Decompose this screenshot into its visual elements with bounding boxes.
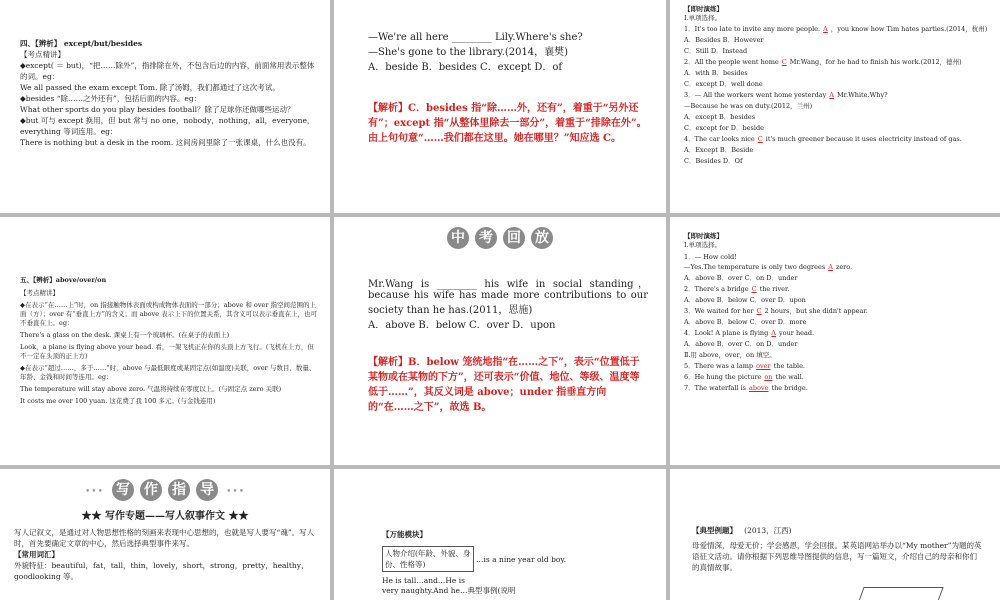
- item-text: C．except for D．beside: [684, 124, 764, 132]
- item-text: A．above B．over C．on D．under: [684, 340, 798, 348]
- practice-item: [684, 252, 990, 261]
- item-text-after: your head.: [779, 329, 815, 337]
- item-answer: C: [751, 285, 757, 293]
- question-text: Mr.Wang is ________ his wife in social standing，because his wife has made more contributions to our society than he has.(2011，恩施): [368, 279, 648, 316]
- item-text: 3．We waited for her: [684, 307, 754, 315]
- item-answer: A: [823, 25, 828, 33]
- practice-subtitle: Ⅰ.单项选择。: [684, 241, 722, 249]
- banner-char: 导: [196, 479, 218, 501]
- item-text: A．above B．below C．over D．upon: [684, 296, 806, 304]
- slide-exam-review-below[interactable]: [334, 217, 666, 465]
- item-text: 3．— All the workers went home yesterday: [684, 91, 827, 99]
- item-text-after: ，you know how Tim hates parties.(2014，杭州): [830, 25, 988, 33]
- item-text: A．Except B．Beside: [684, 146, 754, 154]
- item-text: 4．The car looks nice: [684, 135, 755, 143]
- exam-review-banner: [334, 227, 666, 249]
- item-text-after: the table.: [773, 362, 805, 370]
- section-label: 【考点精讲】: [20, 289, 59, 297]
- item-text: C．Besides D．Of: [684, 157, 743, 165]
- practice-item: [684, 35, 990, 44]
- s4-line-1: There's a glass on the desk. 课桌上有一个玻璃杯。(在桌子的表面上): [20, 331, 230, 339]
- item-text: A．Besides B．However: [684, 36, 764, 44]
- item-answer: A: [771, 329, 776, 337]
- slide-exam-review-besides[interactable]: [334, 0, 666, 213]
- practice-item: [684, 306, 990, 315]
- item-answer: C: [781, 58, 787, 66]
- slide-practice-except[interactable]: [670, 0, 1000, 213]
- practice-item: [684, 383, 990, 392]
- question-line-2: —She's gone to the library.(2014，襄樊): [368, 47, 569, 58]
- s4-line-5: It costs me over 100 yuan. 这花费了我 100 多元。(与金钱连用): [20, 397, 216, 405]
- item-text-after: the wall.: [775, 373, 804, 381]
- item-text-after: the bridge.: [771, 384, 808, 392]
- s1-line-5: There is nothing but a desk in the room. 这间房间里除了一张课桌，什么也没有。: [20, 138, 311, 147]
- banner-char: 考: [475, 227, 497, 249]
- practice-item: [684, 273, 990, 282]
- item-text-after: it's much greener because it uses electricity instead of gas.: [765, 135, 962, 143]
- item-text: 1．— How cold!: [684, 253, 737, 261]
- banner-char: 指: [168, 479, 190, 501]
- slide-typical-example[interactable]: [670, 469, 1000, 600]
- example-title: 【典型例题】: [692, 526, 737, 535]
- practice-title: 【即时演练】: [684, 5, 723, 13]
- practice-item: [684, 101, 990, 110]
- practice-item: [684, 339, 990, 348]
- practice-item: [684, 328, 990, 337]
- s4-line-3: ◆在表示“超过……，多于……”时，above 与最低限度或某固定点(如温度)关联，over 与数目、数量、年龄、金钱和时间等连用。eg：: [20, 364, 316, 381]
- practice-subtitle: Ⅰ.单项选择。: [684, 14, 722, 22]
- practice-item: [684, 295, 990, 304]
- item-text-after: Mr.White.Why?: [837, 91, 888, 99]
- item-text: A．except B．besides: [684, 113, 756, 121]
- practice-item: [684, 112, 990, 121]
- item-text: 5．There was a lamp: [684, 362, 754, 370]
- item-text: A．with B．besides: [684, 69, 748, 77]
- item-text: C．Still D．Instead: [684, 47, 748, 55]
- item-answer: A: [829, 91, 834, 99]
- slide-writing-guide[interactable]: [0, 469, 330, 600]
- s4-line-0: ◆在表示“在……上”时，on 指接触物体表面或构成物体表面的一部分；above 和 over 指空间范围的上面（方）；over 有“垂直上方”的含义；而 above 表示上下的位置关系，其含义可以表示垂直在上，也可不垂直在上。eg：: [20, 301, 318, 327]
- practice-item: [684, 79, 990, 88]
- item-text: A．above B．over C．on D．under: [684, 274, 798, 282]
- item-text: 1．It's too late to invite any more people.: [684, 25, 821, 33]
- writing-guide-banner: ••• 写 作 指 导 •••: [0, 479, 330, 501]
- example-year: (2013，江西): [744, 526, 792, 535]
- item-text: 2．There's a bridge: [684, 285, 749, 293]
- practice-item: [684, 24, 990, 33]
- practice-item: [684, 90, 990, 99]
- item-answer: on: [764, 373, 773, 381]
- practice-item: [684, 68, 990, 77]
- banner-char: 作: [140, 479, 162, 501]
- item-text-after: Mr.Wang，for he had to finish his work.(2012，德州): [789, 58, 962, 66]
- template-sentence: …is a nine year old boy.: [476, 554, 567, 564]
- practice-item: [684, 284, 990, 293]
- slide-above-over-on[interactable]: [0, 217, 330, 465]
- template-box: 人物介绍(年龄、外貌、身份、性格等): [382, 546, 474, 572]
- practice-item: [684, 263, 990, 271]
- practice-item: [684, 317, 990, 326]
- item-text: A．above B．below C．over D．more: [684, 318, 807, 326]
- slide-practice-above[interactable]: [670, 217, 1000, 465]
- item-text-after: the river.: [759, 285, 790, 293]
- s1-line-3: What other sports do you play besides football？除了足球你还做哪些运动？: [20, 105, 295, 114]
- example-text: 母爱情深，母爱无价；学会感恩，学会回报。某英语网站举办以“My mother”为题的英语征文活动。请你根据下列思维导图提供的信息，写一篇短文，介绍自己的母亲和你们的真情故事。: [692, 541, 982, 572]
- writing-intro: 写人记叙文，是通过对人物思想性格的刻画来表现中心思想的，也就是写人要写“魂”。写人时，首先要确定文章的中心，然后选择典型事件来写。: [14, 528, 315, 548]
- writing-topic-title: ★★ 写作专题——写人叙事作文 ★★: [81, 511, 249, 522]
- item-answer: C: [756, 307, 762, 315]
- answer-analysis: 【解析】B．below 笼统地指“在……之下”，表示“位置低于某物或在某物的下方”，还可表示“价值、地位、等级、温度等低于……”，其反义词是 above；under 指垂直方向的“在……之下”，故选 B。: [368, 357, 640, 413]
- item-text: C．except D．well done: [684, 80, 763, 88]
- mind-map-shape: [856, 587, 943, 600]
- slide-universal-module[interactable]: [334, 469, 666, 600]
- answer-options: A．beside B．besides C．except D．of: [368, 62, 563, 73]
- practice-item: [684, 123, 990, 132]
- s1-line-1: We all passed the exam except Tom. 除了汤姆，我们都通过了这次考试。: [20, 83, 280, 92]
- s1-line-4: ◆but 可与 except 换用，但 but 常与 no one，nobody，nothing，all，everyone，everything 等词连用。eg：: [20, 116, 315, 136]
- section-label: 【考点精讲】: [20, 50, 65, 59]
- banner-char: 写: [112, 479, 134, 501]
- practice-item: [684, 46, 990, 55]
- banner-char: 放: [531, 227, 553, 249]
- slide-except-but-besides[interactable]: [0, 0, 330, 213]
- practice-item: [684, 145, 990, 154]
- practice-item: [684, 57, 990, 66]
- module-title: 【万能模块】: [382, 530, 427, 539]
- item-answer: over: [756, 362, 771, 370]
- s1-line-0: ◆except( ＝ but)，“把……除外”，指排除在外，不包含后边的内容，前面常用表示整体的词。eg：: [20, 61, 315, 81]
- practice-item: [684, 134, 990, 143]
- question-line-1: —We're all here ________ Lily.Where's she?: [368, 32, 583, 43]
- item-text: 4．Look! A plane is flying: [684, 329, 769, 337]
- practice-item: [684, 156, 990, 165]
- item-text: —Yes.The temperature is only two degrees: [684, 263, 826, 271]
- item-text-after: 2 hours，but she didn't appear.: [764, 307, 868, 315]
- common-vocab-label: 【常用词汇】: [14, 550, 59, 559]
- practice-item: [684, 372, 990, 381]
- item-text: 2．All the people went home: [684, 58, 779, 66]
- template-line-3: very naughty.And he…典型事例(说明: [382, 586, 516, 595]
- item-text: 7．The waterfall is: [684, 384, 746, 392]
- template-line-2: He is tall…and…He is: [382, 576, 465, 585]
- s1-line-2: ◆besides “除……之外还有”，包括后面的内容。eg：: [20, 94, 202, 103]
- practice-title: 【即时演练】: [684, 232, 723, 240]
- answer-analysis: 【解析】C．besides 指“除……外，还有”，着重于“另外还有”；except 指“从整体里除去一部分”，着重于“排除在外”。由上句句意“……我们都在这里。她在哪里？”知应选 C。: [368, 103, 647, 144]
- practice-item: [684, 361, 990, 370]
- practice-item: [684, 350, 990, 359]
- banner-char: 中: [447, 227, 469, 249]
- item-answer: C: [757, 135, 763, 143]
- vocab-line: 外貌特征：beautiful，fat，tall，thin，lovely，short，strong，pretty，healthy，goodlooking 等。: [14, 561, 309, 581]
- s4-line-4: The temperature will stay above zero. 气温将持续在零度以上。(与固定点 zero 关联): [20, 385, 282, 393]
- s4-line-2: Look，a plane is flying above your head. 看，一架飞机正在你的头顶上方飞行。(飞机在上方，但不一定在头顶的正上方): [20, 343, 314, 360]
- slide-heading: 五、【辨析】above/over/on: [20, 276, 107, 284]
- item-text: Ⅱ.用 above，over，on 填空。: [684, 351, 776, 359]
- item-text-after: zero.: [835, 263, 853, 271]
- item-text: —Because he was on duty.(2012，兰州): [684, 102, 813, 110]
- item-answer: above: [749, 384, 769, 392]
- slide-heading: 四、【辨析】 except/but/besides: [20, 39, 143, 48]
- item-answer: A: [828, 263, 833, 271]
- answer-options: A．above B．below C．over D．upon: [368, 320, 556, 331]
- banner-char: 回: [503, 227, 525, 249]
- item-text: 6．He hung the picture: [684, 373, 762, 381]
